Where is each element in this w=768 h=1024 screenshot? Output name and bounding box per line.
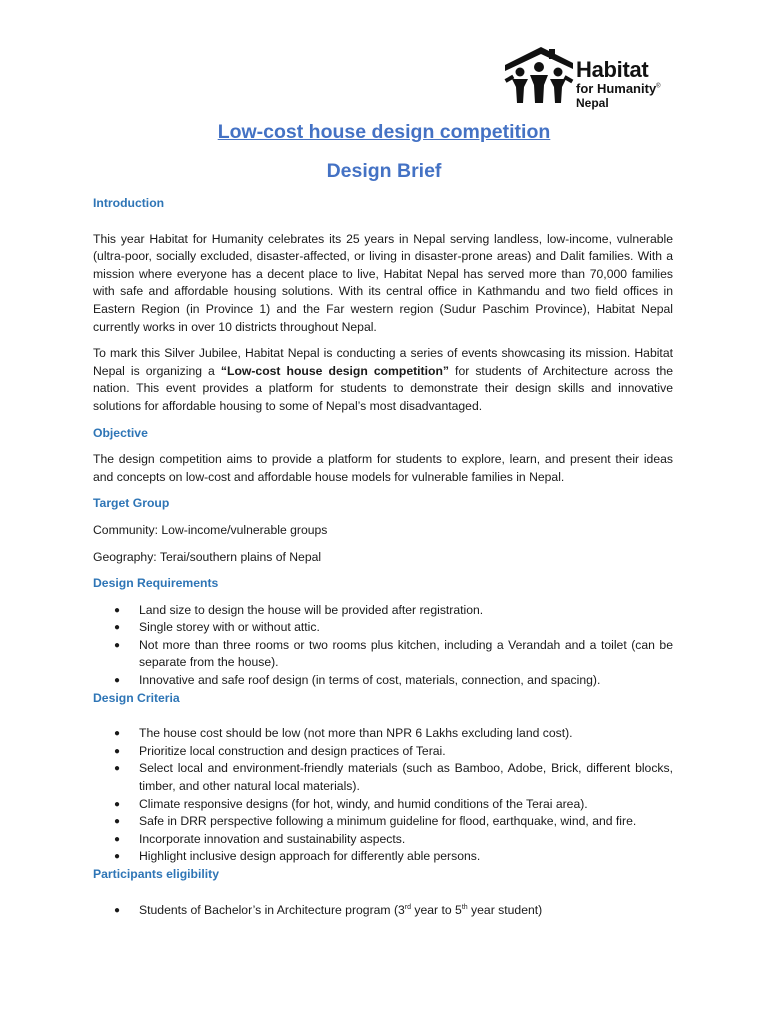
ordinal-suffix: th [461,903,468,911]
heading-design-requirements: Design Requirements [93,576,219,591]
list-item: ● Safe in DRR perspective following a minimum guideline for flood, earthquake, wind, and fire. [93,813,673,831]
logo-line-habitat: Habitat [576,57,649,82]
target-community: Community: Low-income/vulnerable groups [93,522,328,537]
list-item: ● Prioritize local construction and design practices of Terai. [93,743,673,761]
participants-list [93,902,673,920]
ordinal-suffix: rd [404,903,412,911]
registered-mark: ® [656,83,661,90]
intro-paragraph-1: This year Habitat for Humanity celebrates its 25 years in Nepal serving landless, low-income, vulnerable (ultra-poor, socially excluded, disaster-affected, or living in disaster-prone areas) and Dalit families. With a mission where everyone has a decent place to live, Habitat Nepal has served more than 70,000 families with safe and affordable housing solutions. With its central office in Kathmandu and two field offices in Eastern Region (in Province 1) and the Far western region (Sudur Paschim Province), Habitat Nepal currently works in over 10 districts throughout Nepal. [93,231,673,334]
logo-line-for-humanity: for Humanity [576,81,657,96]
design-requirements-list [93,602,673,690]
list-item: ● Climate responsive designs (for hot, windy, and humid conditions of the Terai area). [93,796,673,814]
objective-text: The design competition aims to provide a platform for students to explore, learn, and present their ideas and concepts on low-cost and affordable house models for vulnerable families in Nepal. [93,452,673,484]
list-item: ● Incorporate innovation and sustainability aspects. [93,831,673,849]
design-criteria-list [93,725,673,866]
eligibility-text: year to 5 [411,902,462,917]
list-item: ● Innovative and safe roof design (in terms of cost, materials, connection, and spacing). [93,672,673,690]
habitat-logo [503,45,673,111]
heading-introduction: Introduction [93,196,165,210]
heading-target-group: Target Group [93,496,170,511]
competition-name: “Low-cost house design competition” [220,363,449,378]
heading-design-criteria: Design Criteria [93,690,180,705]
list-item [93,902,673,920]
heading-participants-eligibility: Participants eligibility [93,867,219,881]
eligibility-text: year student) [467,902,543,917]
list-item: ● The house cost should be low (not more than NPR 6 Lakhs excluding land cost). [93,725,673,743]
page-title: Low-cost house design competition [217,121,551,143]
logo-line-nepal: Nepal [576,96,609,110]
list-item: ● Not more than three rooms or two rooms plus kitchen, including a Verandah and a toilet (can be separate from the house). [93,637,673,672]
eligibility-text: Students of Bachelor’s in Architecture program (3 [139,902,405,917]
intro-p2-text: To mark this Silver Jubilee, Habitat Nepal is conducting a series of events showcasing its mission. Habitat Nepal is organizing a [93,346,673,378]
intro-p2-text-end: for students of Architecture across the nation. This event provides a platform for students to demonstrate their design skills and innovative solutions for affordable housing to some of Nepal’s most disadvantaged. [93,363,674,413]
list-item: ● Select local and environment-friendly materials (such as Bamboo, Adobe, Brick, different blocks, timber, and other natural local materials). [93,760,673,795]
document-body [93,195,673,919]
list-item: ● Single storey with or without attic. [93,619,673,637]
heading-objective: Objective [93,425,148,440]
page-subtitle: Design Brief [326,160,442,182]
intro-paragraph-2 [93,345,673,415]
house-people-icon [503,45,575,107]
list-item: ● Highlight inclusive design approach for differently able persons. [93,848,673,866]
target-geography: Geography: Terai/southern plains of Nepal [93,549,322,564]
list-item: ● Land size to design the house will be provided after registration. [93,602,673,620]
